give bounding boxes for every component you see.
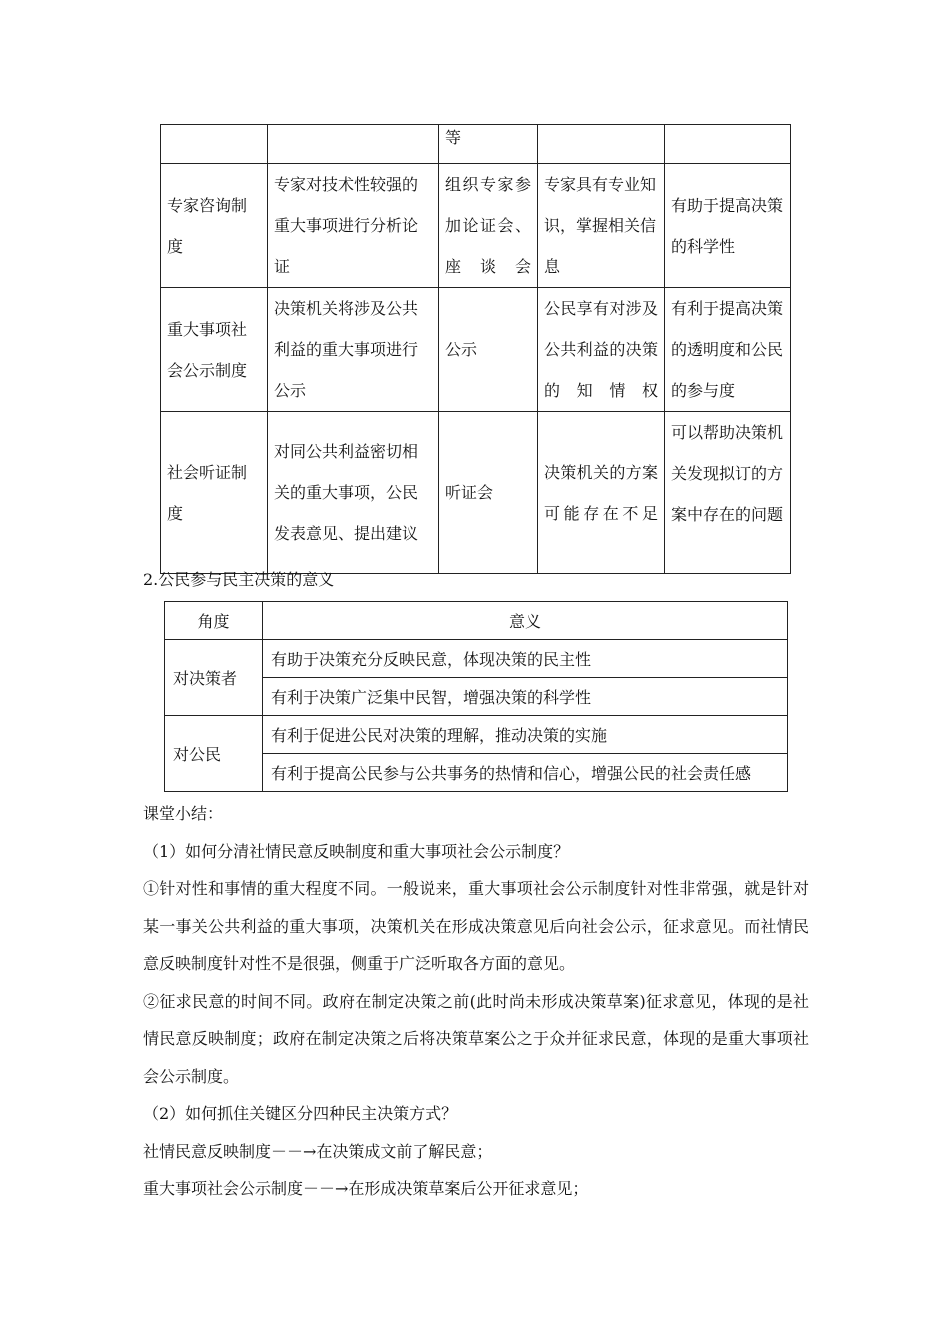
table-row bbox=[165, 716, 788, 754]
table-cell: 公民享有对涉及公共利益的决策的知情权 bbox=[538, 288, 665, 412]
table-cell: 等 bbox=[439, 125, 538, 164]
significance-cell: 有利于决策广泛集中民智，增强决策的科学性 bbox=[263, 678, 788, 716]
column-header-angle: 角度 bbox=[165, 602, 263, 640]
table-cell: 有助于提高决策的科学性 bbox=[665, 164, 791, 288]
table-row bbox=[161, 412, 791, 574]
table-cell: 组织专家参加论证会、座谈会 bbox=[439, 164, 538, 288]
angle-cell: 对决策者 bbox=[165, 640, 263, 716]
table-cell: 对同公共利益密切相关的重大事项，公民发表意见、提出建议 bbox=[268, 412, 439, 574]
table-cell: 专家对技术性较强的重大事项进行分析论证 bbox=[268, 164, 439, 288]
significance-cell: 有利于提高公民参与公共事务的热情和信心，增强公民的社会责任感 bbox=[263, 754, 788, 792]
table-cell: 决策机关的方案可能存在不足 bbox=[538, 412, 665, 574]
table-row bbox=[161, 288, 791, 412]
significance-cell: 有助于决策充分反映民意，体现决策的民主性 bbox=[263, 640, 788, 678]
table-row bbox=[165, 640, 788, 678]
angle-cell: 对公民 bbox=[165, 716, 263, 792]
table-cell: 听证会 bbox=[439, 412, 538, 574]
table-cell: 决策机关将涉及公共利益的重大事项进行公示 bbox=[268, 288, 439, 412]
table-cell: 专家咨询制度 bbox=[161, 164, 268, 288]
table-cell: 专家具有专业知识，掌握相关信息 bbox=[538, 164, 665, 288]
table-cell: 可以帮助决策机关发现拟订的方案中存在的问题 bbox=[665, 412, 791, 574]
question-2: （2）如何抓住关键区分四种民主决策方式？ bbox=[143, 1104, 458, 1123]
table-cell: 社会听证制度 bbox=[161, 412, 268, 574]
key-point-line: 社情民意反映制度－－→在决策成文前了解民意； bbox=[143, 1141, 493, 1161]
summary-title: 课堂小结： bbox=[143, 804, 224, 823]
table-row bbox=[161, 164, 791, 288]
table-cell bbox=[161, 125, 268, 164]
class-summary bbox=[143, 795, 809, 1208]
table-cell: 公示 bbox=[439, 288, 538, 412]
decision-methods-table bbox=[160, 124, 791, 574]
section-heading: 2.公民参与民主决策的意义 bbox=[143, 570, 335, 589]
key-point-line: 重大事项社会公示制度－－→在形成决策草案后公开征求意见； bbox=[143, 1179, 589, 1198]
table-cell bbox=[538, 125, 665, 164]
table-cell bbox=[268, 125, 439, 164]
paragraph: ②征求民意的时间不同。政府在制定决策之前(此时尚未形成决策草案)征求意见，体现的是社情民意反映制度；政府在制定决策之后将决策草案公之于众并征求民意，体现的是重大事项社会公示制度。 bbox=[143, 991, 809, 1086]
table-row bbox=[161, 125, 791, 164]
paragraph: ①针对性和事情的重大程度不同。一般说来，重大事项社会公示制度针对性非常强，就是针对某一事关公共利益的重大事项，决策机关在形成决策意见后向社会公示，征求意见。而社情民意反映制度针对性不是很强，侧重于广泛听取各方面的意见。 bbox=[143, 879, 809, 973]
significance-table bbox=[164, 601, 788, 792]
table-cell: 有利于提高决策的透明度和公民的参与度 bbox=[665, 288, 791, 412]
column-header-significance: 意义 bbox=[263, 602, 788, 640]
table-header-row bbox=[165, 602, 788, 640]
table-cell: 重大事项社会公示制度 bbox=[161, 288, 268, 412]
table-cell bbox=[665, 125, 791, 164]
question-1: （1）如何分清社情民意反映制度和重大事项社会公示制度？ bbox=[143, 841, 570, 861]
significance-cell: 有利于促进公民对决策的理解，推动决策的实施 bbox=[263, 716, 788, 754]
